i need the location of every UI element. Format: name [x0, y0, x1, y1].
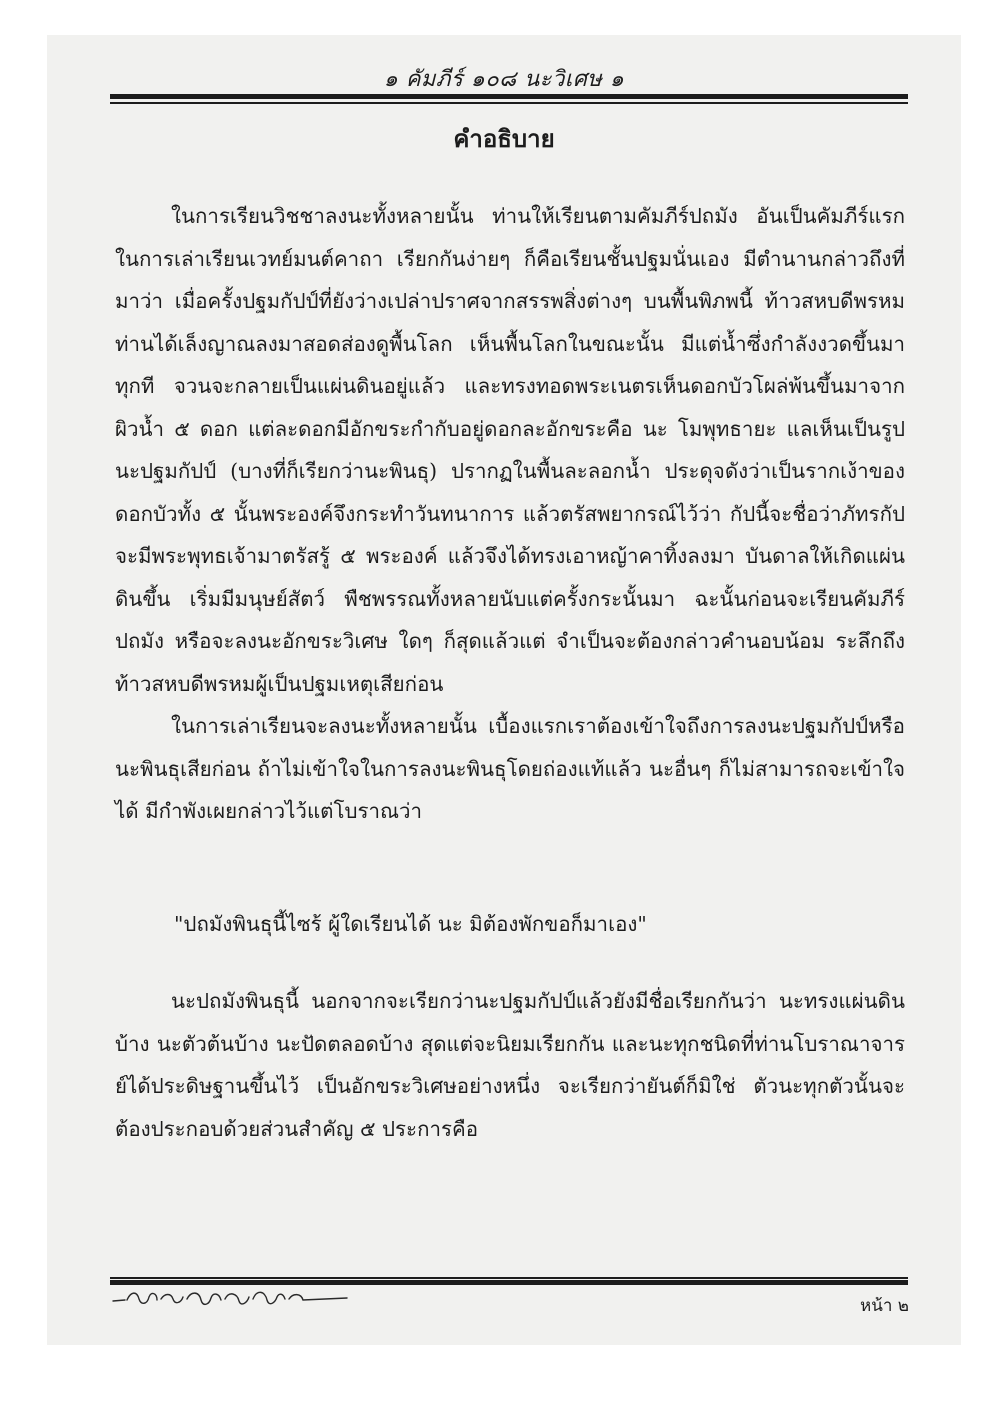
paragraph-2: ในการเล่าเรียนจะลงนะทั้งหลายนั้น เบื้องแรกเราต้องเข้าใจถึงการลงนะปฐมกัปป์หรือนะพินธุเสียก่อน ถ้าไม่เข้าใจในการลงนะพินธุโดยถ่องแท้แล้ว นะอื่นๆ ก็ไม่สามารถจะเข้าใจได้ มีกำพังเผยกล่าวไว้แต่โบราณว่า: [115, 714, 905, 823]
closing-text-block: [115, 980, 905, 1150]
paragraph-1: ในการเรียนวิชชาลงนะทั้งหลายนั้น ท่านให้เรียนตามคัมภีร์ปถมัง อันเป็นคัมภีร์แรก ในการเล่าเรียนเวทย์มนต์คาถา เรียกกันง่ายๆ ก็คือเรียนชั้นปฐมนั่นเอง มีตำนานกล่าวถึงที่มาว่า เมื่อครั้งปฐมกัปป์ที่ยังว่างเปล่าปราศจากสรรพสิ่งต่างๆ บนพื้นพิภพนี้ ท้าวสหบดีพรหม ท่านได้เล็งญาณลงมาสอดส่องดูพื้นโลก เห็นพื้นโลกในขณะนั้น มีแต่น้ำซึ่งกำลังงวดขึ้นมาทุกที จวนจะกลายเป็นแผ่นดินอยู่แล้ว และทรงทอดพระเนตรเห็นดอกบัวโผล่พ้นขึ้นมาจากผิวน้ำ ๕ ดอก แต่ละดอกมีอักขระกำกับอยู่ดอกละอักขระคือ นะ โมพุทธายะ แลเห็นเป็นรูปนะปฐมกัปป์ (บางที่ก็เรียกว่านะพินธุ) ปรากฏในพื้นละลอกน้ำ ประดุจดังว่าเป็นรากเง้าของดอกบัวทั้ง ๕ นั้นพระองค์จึงกระทำวันทนาการ แล้วตรัสพยากรณ์ไว้ว่า กัปนี้จะชื่อว่าภัทรกัป จะมีพระพุทธเจ้ามาตรัสรู้ ๕ พระองค์ แล้วจึงได้ทรงเอาหญ้าคาทิ้งลงมา บันดาลให้เกิดแผ่นดินขึ้น เริ่มมีมนุษย์สัตว์ พืชพรรณทั้งหลายนับแต่ครั้งกระนั้นมา ฉะนั้นก่อนจะเรียนคัมภีร์ปถมัง หรือจะลงนะอักขระวิเศษ ใดๆ ก็สุดแล้วแต่ จำเป็นจะต้องกล่าวคำนอบน้อม ระลึกถึงท้าวสหบดีพรหมผู้เป็นปฐมเหตุเสียก่อน: [115, 204, 905, 696]
footer-rule-thin: [110, 1277, 908, 1279]
body-text-block: [115, 195, 905, 833]
handwritten-signature: [111, 1285, 351, 1311]
document-page: [47, 35, 961, 1345]
header-rule-thick: [110, 94, 908, 99]
page-number: หน้า ๒: [860, 1296, 909, 1316]
paragraph-3: นะปถมังพินธุนี้ นอกจากจะเรียกว่านะปฐมกัปป์แล้วยังมีชื่อเรียกกันว่า นะทรงแผ่นดินบ้าง นะตัวต้นบ้าง นะปัดตลอดบ้าง สุดแต่จะนิยมเรียกกัน และนะทุกชนิดที่ท่านโบราณาจารย์ได้ประดิษฐานขึ้นไว้ เป็นอักขระวิเศษอย่างหนึ่ง จะเรียกว่ายันต์ก็มิใช่ ตัวนะทุกตัวนั้นจะต้องประกอบด้วยส่วนสำคัญ ๕ ประการคือ: [115, 989, 905, 1141]
section-title: คำอธิบาย: [453, 125, 555, 153]
header-rule-thin: [110, 102, 908, 104]
quoted-saying: "ปถมังพินธุนี้ไซร้ ผู้ใดเรียนได้ นะ มิต้องพักขอก็มาเอง": [174, 912, 647, 936]
running-header-title: ๑ คัมภีร์ ๑๐๘ นะวิเศษ ๑: [383, 67, 625, 92]
